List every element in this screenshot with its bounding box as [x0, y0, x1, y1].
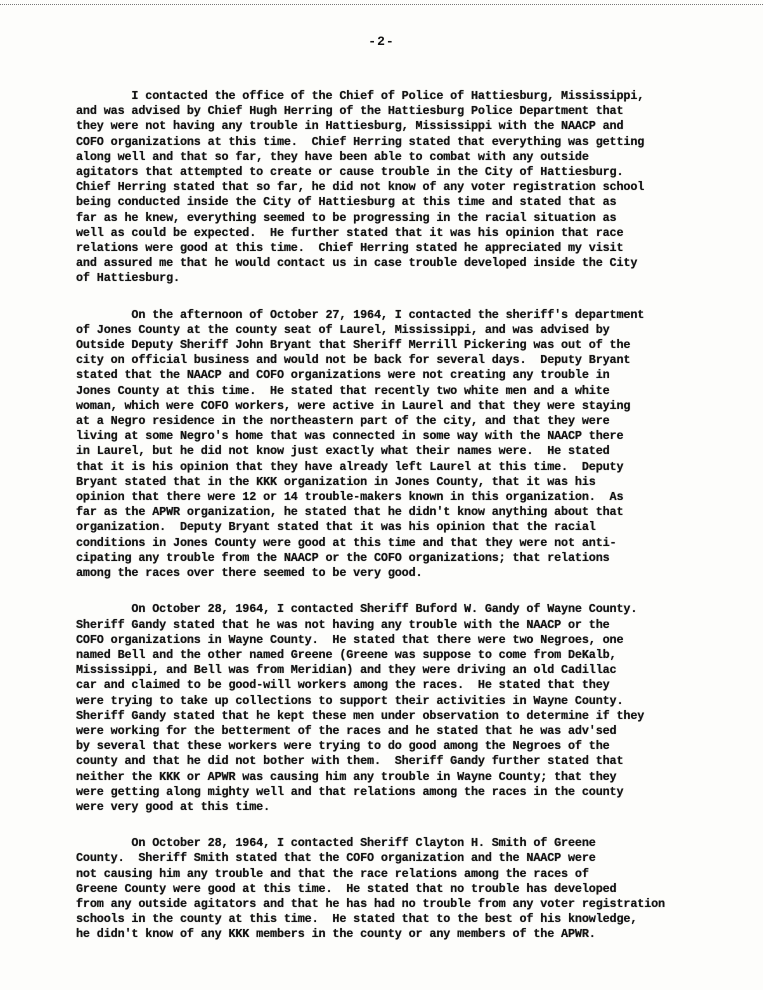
text-line: Mississippi, and Bell was from Meridian) and they were driving an old Cadillac	[76, 663, 617, 678]
text-line: schools in the county at this time. He stated that to the best of his knowledge,	[76, 912, 638, 927]
text-line: in Laurel, but he did not know just exactly what their names were. He stated	[76, 444, 610, 459]
text-line: Sheriff Gandy stated that he was not having any trouble with the NAACP or the	[76, 617, 610, 632]
paragraph	[76, 602, 721, 815]
text-line: county and that he did not bother with them. Sheriff Gandy further stated that	[76, 754, 624, 769]
text-line: Outside Deputy Sheriff John Bryant that Sheriff Merrill Pickering was out of the	[76, 338, 631, 353]
text-line: On the afternoon of October 27, 1964, I contacted the sheriff's department	[76, 307, 645, 322]
text-line: Chief Herring stated that so far, he did not know of any voter registration school	[76, 180, 645, 195]
text-line: were working for the betterment of the races and he stated that he was adv'sed	[76, 723, 617, 738]
text-line: woman, which were COFO workers, were active in Laurel and that they were staying	[76, 398, 631, 413]
paragraph	[76, 89, 721, 287]
top-dotted-rule	[0, 4, 763, 5]
text-line: that it is his opinion that they have already left Laurel at this time. Deputy	[76, 459, 624, 474]
text-line: by several that these workers were trying to do good among the Negroes of the	[76, 739, 610, 754]
text-line: far as the APWR organization, he stated that he didn't know anything about that	[76, 505, 624, 520]
text-line: and was advised by Chief Hugh Herring of the Hattiesburg Police Department that	[76, 104, 624, 119]
text-line: cipating any trouble from the NAACP or the COFO organizations; that relations	[76, 550, 610, 565]
text-line: stated that the NAACP and COFO organizations were not creating any trouble in	[76, 368, 610, 383]
text-line: car and claimed to be good-will workers among the races. He stated that they	[76, 678, 610, 693]
text-line: Greene County were good at this time. He stated that no trouble has developed	[76, 881, 617, 896]
document-body	[76, 89, 721, 943]
paragraph	[76, 836, 721, 942]
text-line: relations were good at this time. Chief Herring stated he appreciated my visit	[76, 241, 624, 256]
text-line: were very good at this time.	[76, 799, 271, 814]
text-line: Bryant stated that in the KKK organization in Jones County, that it was his	[76, 474, 596, 489]
text-line: On October 28, 1964, I contacted Sheriff Clayton H. Smith of Greene	[76, 836, 596, 851]
text-line: agitators that attempted to create or cause trouble in the City of Hattiesburg.	[76, 165, 624, 180]
text-line: were trying to take up collections to support their activities in Wayne County.	[76, 693, 624, 708]
text-line: I contacted the office of the Chief of Police of Hattiesburg, Mississippi,	[76, 89, 645, 103]
text-line: he didn't know of any KKK members in the county or any members of the APWR.	[76, 927, 596, 942]
text-line: On October 28, 1964, I contacted Sheriff Buford W. Gandy of Wayne County.	[76, 602, 638, 617]
text-line: and assured me that he would contact us in case trouble developed inside the City	[76, 256, 638, 271]
text-line: well as could be expected. He further stated that it was his opinion that race	[76, 225, 624, 240]
text-line: from any outside agitators and that he has had no trouble from any voter registration	[76, 896, 665, 911]
text-line: COFO organizations in Wayne County. He stated that there were two Negroes, one	[76, 632, 624, 647]
text-line: conditions in Jones County were good at this time and that they were not anti-	[76, 535, 617, 550]
text-line: organization. Deputy Bryant stated that it was his opinion that the racial	[76, 520, 596, 535]
text-line: COFO organizations at this time. Chief Herring stated that everything was getting	[76, 134, 645, 149]
paragraph	[76, 308, 721, 582]
text-line: named Bell and the other named Greene (Greene was suppose to come from DeKalb,	[76, 647, 617, 662]
text-line: Jones County at this time. He stated that recently two white men and a white	[76, 383, 610, 398]
text-line: neither the KKK or APWR was causing him any trouble in Wayne County; that they	[76, 769, 617, 784]
text-line: County. Sheriff Smith stated that the COFO organization and the NAACP were	[76, 851, 596, 866]
text-line: Sheriff Gandy stated that he kept these men under observation to determine if they	[76, 708, 645, 723]
text-line: far as he knew, everything seemed to be progressing in the racial situation as	[76, 210, 617, 225]
text-line: city on official business and would not be back for several days. Deputy Bryant	[76, 353, 631, 368]
text-line: opinion that there were 12 or 14 trouble-makers known in this organization. As	[76, 490, 624, 505]
text-line: were getting along mighty well and that relations among the races in the county	[76, 784, 624, 799]
text-line: they were not having any trouble in Hattiesburg, Mississippi with the NAACP and	[76, 119, 624, 134]
text-line: at a Negro residence in the northeastern part of the city, and that they were	[76, 414, 610, 429]
text-line: among the races over there seemed to be very good.	[76, 566, 423, 581]
text-line: not causing him any trouble and that the race relations among the races of	[76, 866, 589, 881]
text-line: living at some Negro's home that was connected in some way with the NAACP there	[76, 429, 624, 444]
page-number: -2-	[368, 34, 395, 49]
text-line: being conducted inside the City of Hattiesburg at this time and stated that as	[76, 195, 617, 210]
text-line: of Hattiesburg.	[76, 271, 180, 286]
text-line: of Jones County at the county seat of Laurel, Mississippi, and was advised by	[76, 322, 610, 337]
text-line: along well and that so far, they have been able to combat with any outside	[76, 149, 589, 164]
